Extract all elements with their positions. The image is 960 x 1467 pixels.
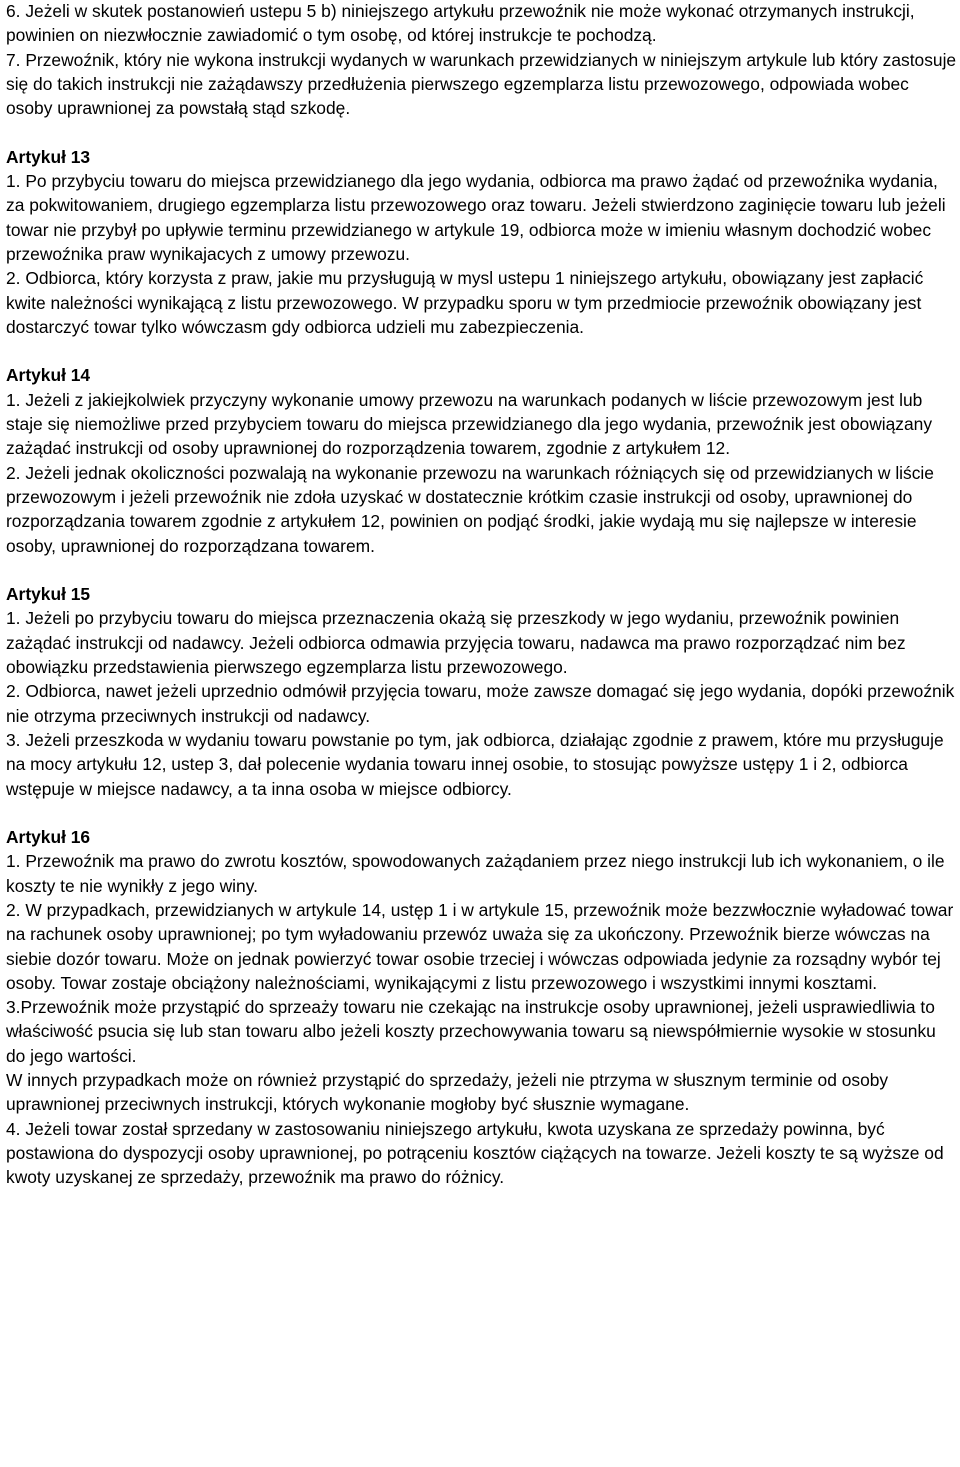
article-15-paragraph-1: 1. Jeżeli po przybyciu towaru do miejsca przeznaczenia okażą się przeszkody w jego wydaniu, przewoźnik powinien zażądać instrukcji od nadawcy. Jeżeli odbiorca odmawia przyjęcia towaru, nadawca ma prawo rozporządzać nim bez obowiązku przedstawienia pierwszego egzemplarza listu przewozowego. [6, 608, 906, 678]
article-13-title: Artykuł 13 [6, 146, 91, 167]
article-13-paragraph-2: 2. Odbiorca, który korzysta z praw, jakie mu przysługują w mysl ustepu 1 niniejszego artykułu, obowiązany jest zapłacić kwite należności wynikającą z listu przewozowego. W przypadku sporu w tym przedmiocie przewoźnik obowiązany jest dostarczyć towar tylko wówczasm gdy odbiorca udzieli mu zabezpieczenia. [6, 268, 924, 337]
article-14-paragraph-1: 1. Jeżeli z jakiejkolwiek przyczyny wykonanie umowy przewozu na warunkach podanych w liście przewozowym jest lub staje się niemożliwe przed przybyciem towaru do miejsca przewidzianego dla jego wydania, przewoźnik jest obowiązany zażądać instrukcji od osoby uprawnionej do rozporządzenia towarem, zgodnie z artykułem 12. [6, 389, 933, 459]
paragraph-intro-7: 7. Przewoźnik, który nie wykona instrukcji wydanych w warunkach przewidzianych w niniejszym artykule lub który zastosuje się do takich instrukcji nie zażądawszy przedłużenia pierwszego egzemplarza listu przewozowego, odpowiada wobec osoby uprawnionej za powstałą stąd szkodę. [6, 49, 957, 119]
paragraph-intro-6: 6. Jeżeli w skutek postanowień ustepu 5 b) niniejszego artykułu przewoźnik nie może wykonać otrzymanych instrukcji, powinien on niezwłocznie zawiadomić o tym osobę, od której instrukcje te pochodzą. [6, 1, 915, 46]
article-16 [6, 825, 960, 1189]
article-16-paragraph-2: 2. W przypadkach, przewidzianych w artykule 14, ustęp 1 i w artykule 15, przewoźnik może bezzwłocznie wyładować towar na rachunek osoby uprawnionej; po tym wyładowaniu przewóz uważa się za ukończony. Przewoźnik bierze wówczas na siebie dozór towaru. Może on jednak powierzyć towar osobie trzeciej i wówczas odpowiada jedynie za rozsądny wybór tej osoby. Towar zostaje obciążony należnościami, wynikającymi z listu przewozowego i wszystkimi innymi kosztami. [6, 899, 954, 993]
article-13-paragraph-1: 1. Po przybyciu towaru do miejsca przewidzianego dla jego wydania, odbiorca ma prawo żądać od przewoźnika wydania, za pokwitowaniem, drugiego egzemplarza listu przewozowego oraz towaru. Jeżeli stwierdzono zaginięcie towaru lub jeżeli towar nie przybył po upływie terminu przewidzianego w artykule 19, odbiorca może w imieniu własnym dochodzić wobec przewoźnika praw wynikajacych z umowy przewozu. [6, 171, 946, 264]
article-15-title: Artykuł 15 [6, 584, 91, 605]
article-16-paragraph-4: 4. Jeżeli towar został sprzedany w zastosowaniu niniejszego artykułu, kwota uzyskana ze sprzedaży powinna, być postawiona do dyspozycji osoby uprawnionej, po potrąceniu kosztów ciążących na towarze. Jeżeli koszty te są wyższe od kwoty uzyskanej ze sprzedaży, przewoźnik ma prawo do różnicy. [6, 1118, 944, 1188]
article-16-paragraph-1: 1. Przewoźnik ma prawo do zwrotu kosztów, spowodowanych zażądaniem przez niego instrukcji lub ich wykonaniem, o ile koszty te nie wynikły z jego winy. [6, 851, 945, 896]
article-14-paragraph-2: 2. Jeżeli jednak okoliczności pozwalają na wykonanie przewozu na warunkach różniących się od przewidzianych w liście przewozowym i jeżeli przewoźnik nie zdoła uzyskać w dostatecznie krótkim czasie instrukcji od osoby, uprawnionej do rozporządzania towarem zgodnie z artykułem 12, powinien on podjąć środki, jakie wydają mu się najlepsze w interesie osoby, uprawnionej do rozporządzana towarem. [6, 462, 934, 556]
article-15-paragraph-2: 2. Odbiorca, nawet jeżeli uprzednio odmówił przyjęcia towaru, może zawsze domagać się jego wydania, dopóki przewoźnik nie otrzyma przeciwnych instrukcji od nadawcy. [6, 681, 955, 726]
section-spacer [6, 120, 960, 144]
section-spacer [6, 339, 960, 363]
intro-section [6, 0, 960, 120]
article-16-paragraph-3-continued: W innych przypadkach może on również przystąpić do sprzedaży, jeżeli nie ptrzyma w słusznym terminie od osoby uprawnionej przeciwnych instrukcji, których wykonanie mogłoby być słusznie wymagane. [6, 1070, 889, 1115]
article-15 [6, 582, 960, 801]
article-14 [6, 363, 960, 557]
article-16-paragraph-3: 3.Przewoźnik może przystąpić do sprzeaży towaru nie czekając na instrukcje osoby uprawnionej, jeżeli usprawiedliwia to właściwość psucia się lub stan towaru albo jeżeli koszty przechowywania towaru są niewspółmiernie wysokie w stosunku do jego wartości. [6, 997, 936, 1066]
section-spacer [6, 558, 960, 582]
article-16-title: Artykuł 16 [6, 827, 91, 848]
article-15-paragraph-3: 3. Jeżeli przeszkoda w wydaniu towaru powstanie po tym, jak odbiorca, działając zgodnie z prawem, które mu przysługuje na mocy artykułu 12, ustep 3, dał polecenie wydania towaru innej osobie, to stosując powyższe ustępy 1 i 2, odbiorca wstępuje w miejsce nadawcy, a ta inna osoba w miejsce odbiorcy. [6, 729, 944, 799]
article-13 [6, 145, 960, 339]
section-spacer [6, 801, 960, 825]
article-14-title: Artykuł 14 [6, 365, 91, 386]
